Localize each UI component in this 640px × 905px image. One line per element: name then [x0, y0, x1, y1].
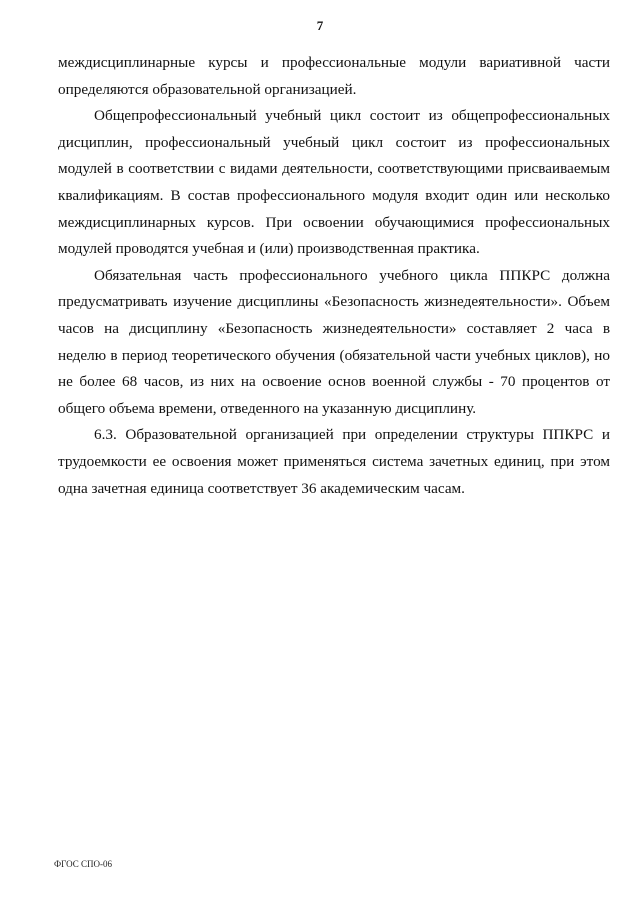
paragraph-continuation: междисциплинарные курсы и профессиональные модули вариативной части определяются образовательной организацией.	[58, 54, 610, 98]
body-text	[58, 50, 610, 502]
paragraph-general-cycle: Общепрофессиональный учебный цикл состоит из общепрофессиональных дисциплин, профессиональный учебный цикл состоит из профессиональных модулей в соответствии с видами деятельности, соответствующими присваиваемым квалификациям. В состав профессионального модуля входит один или несколько междисциплинарных курсов. При освоении обучающимися профессиональных модулей проводятся учебная и (или) производственная практика.	[58, 107, 610, 258]
paragraph-life-safety: Обязательная часть профессионального учебного цикла ППКРС должна предусматривать изучение дисциплины «Безопасность жизнедеятельности». Объем часов на дисциплину «Безопасность жизнедеятельности» составляет 2 часа в неделю в период теоретического обучения (обязательной части учебных циклов), но не более 68 часов, из них на освоение основ военной службы - 70 процентов от общего объема времени, отведенного на указанную дисциплину.	[58, 266, 610, 417]
paragraph-credit-units: 6.3. Образовательной организацией при определении структуры ППКРС и трудоемкости ее освоения может применяться система зачетных единиц, при этом одна зачетная единица соответствует 36 академическим часам.	[58, 426, 610, 497]
page-number: 7	[316, 18, 324, 33]
footer-document-code: ФГОС СПО-06	[54, 859, 112, 869]
